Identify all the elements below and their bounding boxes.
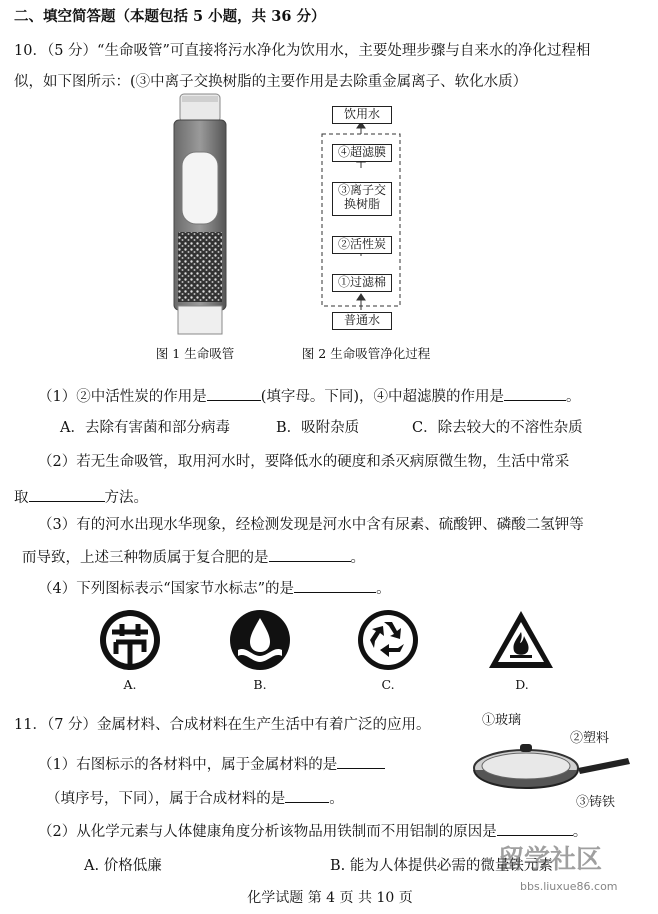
q10-sub1-part-a: （1）②中活性炭的作用是 — [38, 389, 207, 405]
flammable-warning-icon — [486, 608, 556, 672]
q10-sub4 — [38, 578, 391, 598]
q10-sub1 — [38, 386, 581, 406]
water-saving-logo-icon — [98, 608, 162, 672]
answer-blank[interactable] — [269, 547, 351, 562]
recycling-icon — [356, 608, 420, 672]
pan-label-cast-iron: ③铸铁 — [576, 795, 616, 810]
q11-sub1-line2-end: 。 — [329, 791, 344, 807]
icon-label-d: D. — [515, 677, 529, 692]
flow-box-activated-carbon: ②活性炭 — [332, 236, 392, 254]
q10-sub3-line2 — [22, 547, 365, 567]
section-header: 二、填空简答题（本题包括 5 小题，共 36 分） — [14, 8, 326, 25]
life-straw-image — [160, 92, 240, 337]
q10-sub3-line1: （3）有的河水出现水华现象，经检测发现是河水中含有尿素、硫酸钾、磷酸二氢钾等 — [38, 517, 584, 533]
flow-box-ordinary-water: 普通水 — [332, 312, 392, 330]
q10-sub4-text: （4）下列图标表示“国家节水标志”的是 — [38, 581, 295, 597]
flow-box-filter-cotton: ①过滤棉 — [332, 274, 392, 292]
icon-label-a: A. — [123, 677, 137, 692]
q11-sub1-text: （1）右图标示的各材料中，属于金属材料的是 — [38, 757, 338, 773]
q11-sub2-text: （2）从化学元素与人体健康角度分析该物品用铁制而不用铝制的原因是 — [38, 824, 497, 840]
q10-sub2-line1: （2）若无生命吸管，取用河水时，要降低水的硬度和杀灭病原微生物，生活中常采 — [38, 454, 570, 470]
fig1-caption: 图 1 生命吸管 — [155, 346, 235, 361]
pan-label-plastic: ②塑料 — [570, 731, 610, 746]
q10-sub1-end: 。 — [566, 389, 581, 405]
q10-line2: 似，如下图所示：(③中离子交换树脂的主要作用是去除重金属离子、软化水质） — [14, 74, 528, 90]
q10-line1: 10．（5 分）“生命吸管”可直接将污水净化为饮用水，主要处理步骤与自来水的净化过程相 — [14, 43, 591, 59]
answer-blank[interactable] — [285, 788, 329, 803]
answer-blank[interactable] — [497, 821, 573, 836]
q11-line1: 11．（7 分）金属材料、合成材料在生产生活中有着广泛的应用。 — [14, 717, 431, 733]
icon-label-b: B. — [253, 677, 267, 692]
q11-sub2-end: 。 — [572, 824, 588, 840]
q11-sub1-line1 — [38, 754, 385, 774]
q11-option-b: B. 能为人体提供必需的微量铁元素 — [330, 858, 553, 874]
q10-sub2-part-a: 取 — [14, 490, 29, 506]
page-footer: 化学试题 第 4 页 共 10 页 — [247, 890, 413, 906]
answer-blank[interactable] — [207, 386, 261, 401]
q11-option-a: A. 价格低廉 — [84, 858, 162, 874]
flow-box-ion-exchange-line2: 换树脂 — [343, 197, 380, 211]
frying-pan-image — [468, 728, 644, 810]
answer-blank[interactable] — [504, 386, 566, 401]
flow-box-ultrafiltration: ④超滤膜 — [332, 144, 392, 162]
fig2-caption: 图 2 生命吸管净化过程 — [301, 346, 431, 361]
q11-sub2 — [38, 821, 587, 841]
watermark-logo: 留学社区 — [498, 845, 603, 875]
answer-blank[interactable] — [29, 487, 105, 502]
answer-blank[interactable] — [294, 578, 376, 593]
answer-blank[interactable] — [337, 754, 385, 769]
flow-box-ion-exchange-line1: ③离子交 — [337, 183, 386, 197]
q10-sub2-part-b: 方法。 — [104, 490, 148, 506]
q10-option-a: A．去除有害菌和部分病毒 — [60, 420, 230, 436]
q11-sub1-line2-text: （填序号，下同），属于合成材料的是 — [46, 791, 286, 807]
flow-diagram-frame — [316, 96, 406, 341]
q10-option-c: C．除去较大的不溶性杂质 — [412, 420, 583, 436]
watermark-url: bbs.liuxue86.com — [520, 880, 618, 893]
icon-label-c: C. — [381, 677, 395, 692]
flow-box-ion-exchange — [332, 182, 392, 216]
flow-box-drinking-water: 饮用水 — [332, 106, 392, 124]
q10-option-b: B．吸附杂质 — [276, 420, 360, 436]
q10-sub3-text: 而导致，上述三种物质属于复合肥的是 — [22, 550, 269, 566]
q11-sub1-line2 — [46, 788, 344, 808]
pan-label-glass: ①玻璃 — [482, 713, 522, 728]
q10-sub2-line2 — [14, 487, 148, 507]
water-drop-icon — [228, 608, 292, 672]
q10-sub4-end: 。 — [376, 581, 391, 597]
q10-sub1-part-b: (填字母。下同)，④中超滤膜的作用是 — [260, 389, 505, 405]
q10-sub3-end: 。 — [350, 550, 365, 566]
